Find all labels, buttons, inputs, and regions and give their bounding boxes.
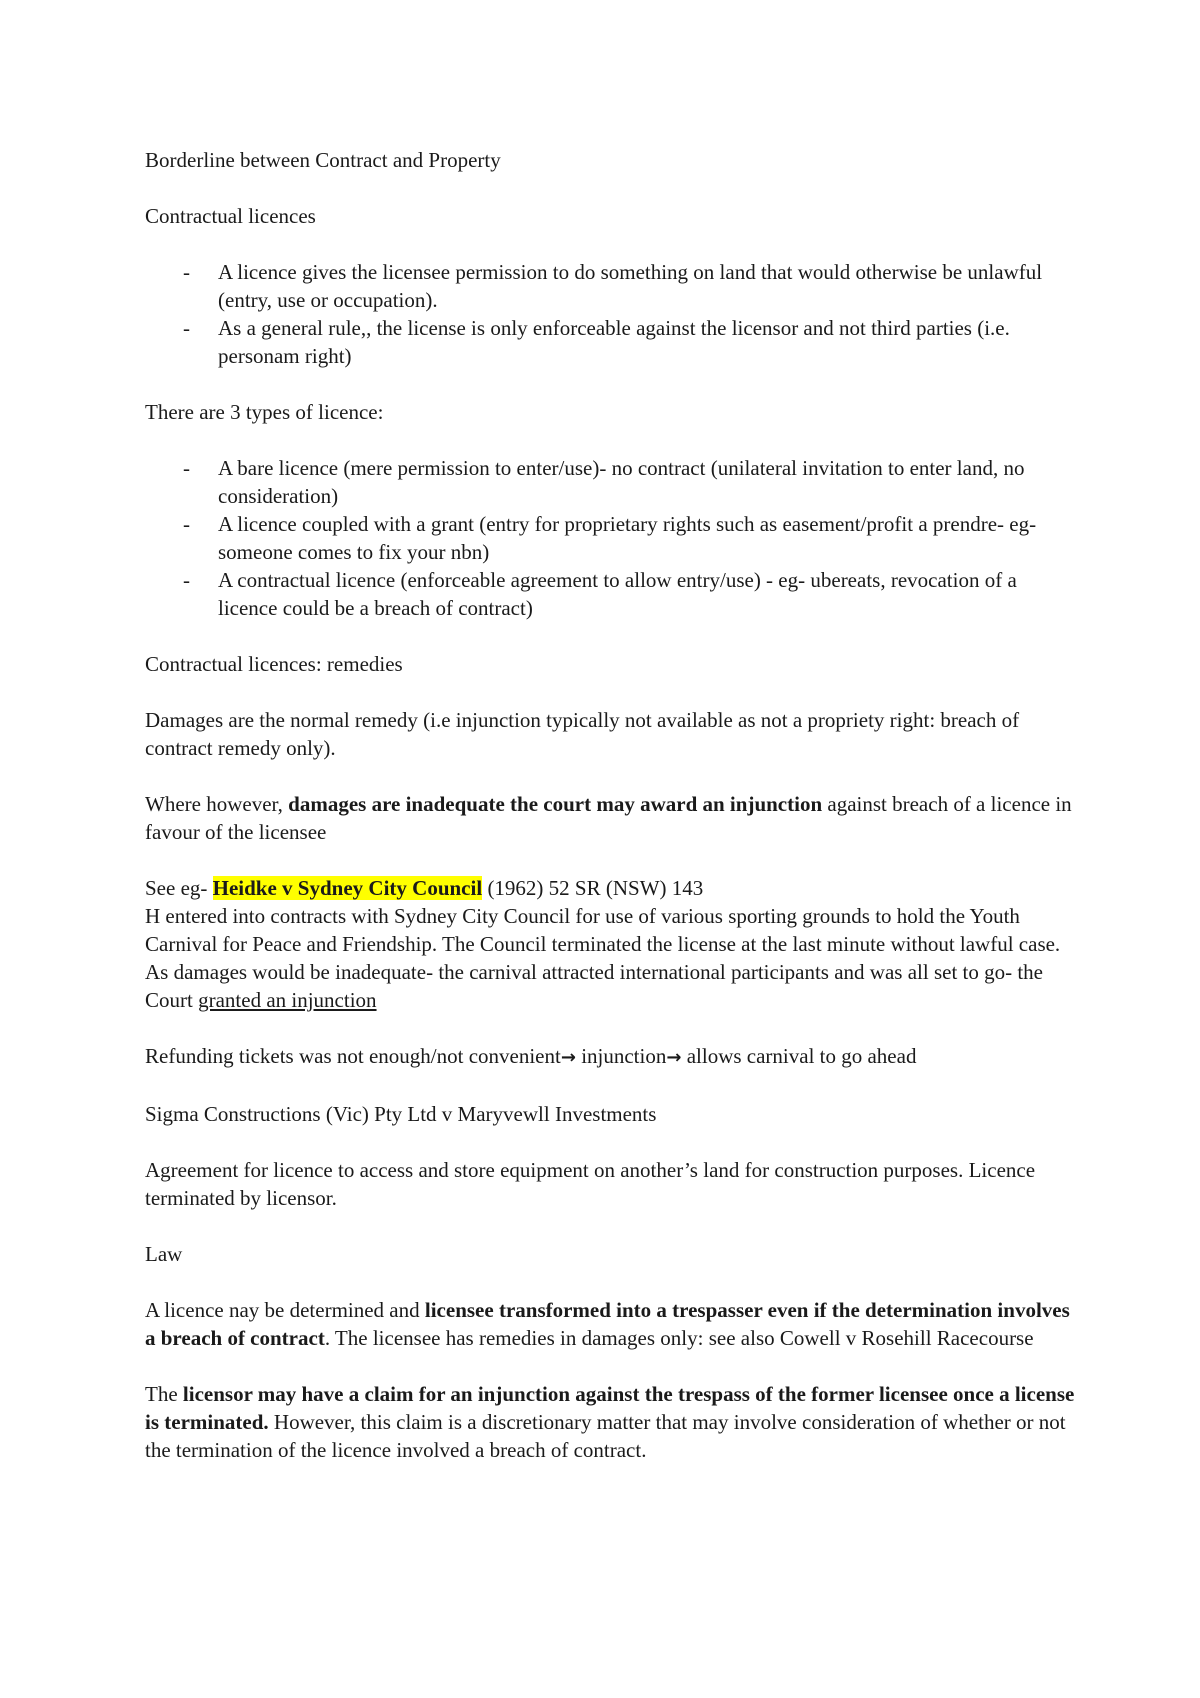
licence-types-list	[145, 454, 1075, 622]
arrow-right-icon: →	[560, 1047, 576, 1068]
list-item	[145, 454, 1075, 510]
text-run: injunction	[575, 1044, 667, 1068]
section-heading-remedies: Contractual licences: remedies	[145, 652, 403, 676]
list-item	[145, 258, 1075, 314]
text-run: against breach of a licence in favour of the licensee	[145, 792, 1072, 844]
list-item-text: A contractual licence (enforceable agreement to allow entry/use) - eg- ubereats, revocation of a licence could be a breach of contract)	[218, 568, 1017, 620]
refund-paragraph	[145, 1042, 1075, 1072]
highlighted-case-name: Heidke v Sydney City Council	[212, 876, 483, 900]
text-run: Where however,	[145, 792, 289, 816]
sigma-summary-paragraph: Agreement for licence to access and store equipment on another’s land for construction purposes. Licence terminated by licensor.	[145, 1158, 1036, 1210]
text-run: H entered into contracts with Sydney City Council for use of various sporting grounds to hold the Youth Carnival for Peace and Friendship. The Council terminated the license at the last minute without lawful case. As damages would be inadequate- the carnival attracted international participants and was all set to go- the Court	[145, 904, 1061, 1012]
case-reference-line	[145, 874, 1075, 902]
list-item-text: A licence coupled with a grant (entry for proprietary rights such as easement/profit a prendre- eg- someone comes to fix your nbn)	[218, 512, 1037, 564]
dash-bullet: -	[183, 512, 190, 536]
arrow-right-icon: →	[666, 1047, 682, 1068]
text-run: A licence nay be determined and	[145, 1298, 425, 1322]
list-item-text: A bare licence (mere permission to enter/use)- no contract (unilateral invitation to enter land, no consideration)	[218, 456, 1025, 508]
list-item-text: A licence gives the licensee permission to do something on land that would otherwise be unlawful (entry, use or occupation).	[218, 260, 1043, 312]
dash-bullet: -	[183, 260, 190, 284]
where-however-paragraph	[145, 790, 1075, 846]
list-item	[145, 314, 1075, 370]
text-run: Refunding tickets was not enough/not convenient	[145, 1044, 561, 1068]
bold-text-run: damages are inadequate the court may award an injunction	[288, 792, 823, 816]
document-title: Borderline between Contract and Property	[145, 148, 501, 172]
law-heading: Law	[145, 1242, 183, 1266]
bold-text-run: licensee transformed into a trespasser even if the determination involves a breach of contract	[145, 1298, 1070, 1350]
text-run: See eg-	[145, 876, 213, 900]
licence-definition-list	[145, 258, 1075, 370]
section-heading-contractual-licences: Contractual licences	[145, 204, 316, 228]
document-page	[145, 146, 1075, 1492]
text-run: allows carnival to go ahead	[681, 1044, 917, 1068]
list-item	[145, 566, 1075, 622]
dash-bullet: -	[183, 456, 190, 480]
dash-bullet: -	[183, 568, 190, 592]
sigma-case-heading: Sigma Constructions (Vic) Pty Ltd v Maryvewll Investments	[145, 1102, 657, 1126]
list-item	[145, 510, 1075, 566]
damages-paragraph: Damages are the normal remedy (i.e injunction typically not available as not a propriety right: breach of contract remedy only).	[145, 708, 1020, 760]
law-paragraph	[145, 1296, 1075, 1352]
text-run: . The licensee has remedies in damages only: see also Cowell v Rosehill Racecourse	[324, 1326, 1034, 1350]
underlined-text-run: granted an injunction	[198, 988, 377, 1012]
list-item-text: As a general rule,, the license is only enforceable against the licensor and not third parties (i.e. personam right)	[218, 316, 1010, 368]
text-run: The	[145, 1382, 183, 1406]
types-intro: There are 3 types of licence:	[145, 400, 384, 424]
dash-bullet: -	[183, 316, 190, 340]
licensor-paragraph	[145, 1380, 1075, 1464]
heidke-summary-paragraph	[145, 902, 1075, 1014]
bold-text-run: licensor may have a claim for an injunction against the trespass of the former licensee once a license is terminated.	[145, 1382, 1075, 1434]
text-run: However, this claim is a discretionary matter that may involve consideration of whether or not the termination of the licence involved a breach of contract.	[145, 1410, 1066, 1462]
case-citation: (1962) 52 SR (NSW) 143	[482, 876, 704, 900]
